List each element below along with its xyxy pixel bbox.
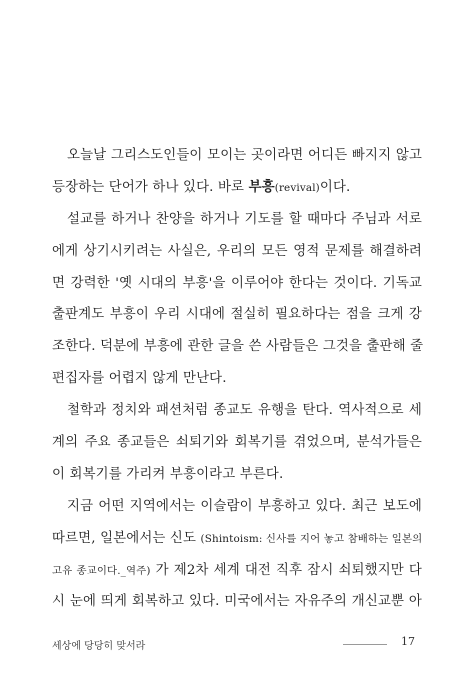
text-line: 에게 상기시키려는 사실은, 우리의 모든 영적 문제를 해결하려 xyxy=(52,243,422,259)
text-line: 시 눈에 띄게 회복하고 있다. 미국에서는 자유주의 개신교뿐 아 xyxy=(52,594,422,610)
text-line: 편집자를 어렵지 않게 만난다. xyxy=(52,371,227,387)
body-text xyxy=(52,140,422,618)
text-segment: 가 제2차 세계 대전 직후 잠시 쇠퇴했지만 다 xyxy=(155,562,423,578)
text-line: 철학과 정치와 패션처럼 종교도 유행을 탄다. 역사적으로 세 xyxy=(67,403,422,419)
footer-rule xyxy=(343,644,387,645)
text-line: 오늘날 그리스도인들이 모이는 곳이라면 어디든 빠지지 않고 xyxy=(67,148,422,163)
translator-note: 고유 종교이다._역주) xyxy=(52,564,151,577)
text-line xyxy=(52,555,422,587)
text-segment: 이다. xyxy=(319,179,351,195)
page-number: 17 xyxy=(401,635,415,648)
text-line: 설교를 하거나 찬양을 하거나 기도를 할 때마다 주님과 서로 xyxy=(67,211,422,227)
text-line: 지금 어떤 지역에서는 이슬람이 부흥하고 있다. 최근 보도에 xyxy=(67,498,422,514)
text-segment: 등장하는 단어가 하나 있다. 바로 xyxy=(52,179,249,195)
text-line: 면 강력한 '옛 시대의 부흥'을 이루어야 한다는 것이다. 기독교 xyxy=(52,275,422,291)
keyword-revival: 부흥 xyxy=(248,178,275,195)
text-line: 계의 주요 종교들은 쇠퇴기와 회복기를 겪었으며, 분석가들은 xyxy=(52,435,422,451)
text-line xyxy=(52,172,422,204)
text-line: 이 회복기를 가리켜 부흥이라고 부른다. xyxy=(52,466,284,482)
english-term: (revival) xyxy=(274,181,320,194)
text-segment: 따르면, 일본에서는 신도 xyxy=(52,530,197,546)
running-footer-title: 세상에 당당히 맞서라 xyxy=(52,641,146,652)
text-line xyxy=(52,523,422,555)
text-line: 조한다. 덕분에 부흥에 관한 글을 쓴 사람들은 그것을 출판해 줄 xyxy=(52,339,424,355)
text-line: 출판계도 부흥이 우리 시대에 절실히 필요하다는 점을 크게 강 xyxy=(52,307,422,323)
translator-note: (Shintoism: 신사를 지어 놓고 참배하는 일본의 xyxy=(200,532,423,545)
